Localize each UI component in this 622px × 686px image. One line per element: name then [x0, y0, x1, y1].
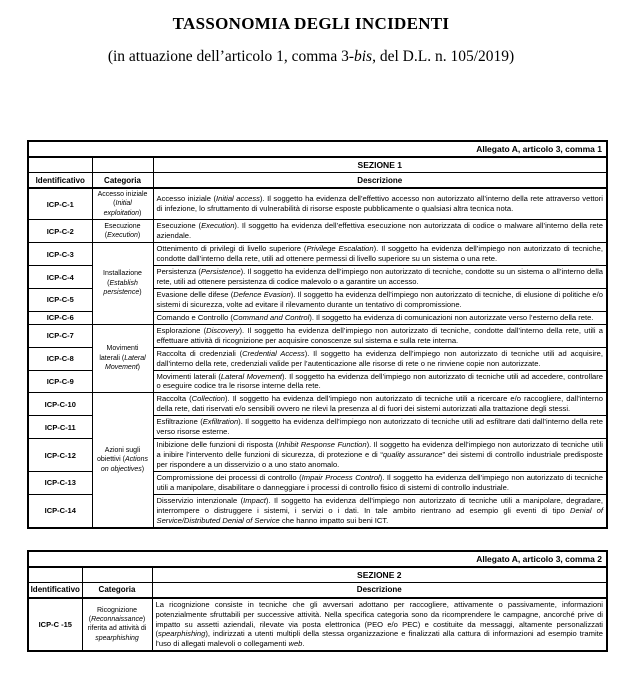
column-header-row	[28, 173, 607, 189]
column-header-id: Identificativo	[28, 173, 92, 189]
incident-id: ICP-C-10	[28, 393, 92, 416]
annex-label: Allegato A, articolo 3, comma 1	[28, 141, 607, 157]
incident-id: ICP-C-2	[28, 220, 92, 243]
incident-id: ICP-C-13	[28, 471, 92, 494]
table-row	[28, 598, 607, 652]
incident-id: ICP-C-6	[28, 311, 92, 324]
incident-id: ICP-C-1	[28, 188, 92, 220]
column-header-description: Descrizione	[153, 173, 607, 189]
description-cell: Ottenimento di privilegi di livello superiore (Privilege Escalation). Il soggetto ha evidenza dell’impiego non autorizzato di tecniche, condotte dall’interno della rete, utili ad ottenere permessi di livello superiore su un sistema o una rete.	[153, 243, 607, 266]
description-cell: La ricognizione consiste in tecniche che gli avversari adottano per raccogliere, attivamente o passivamente, informazioni potenzialmente sfruttabili per successive attività. Nella specifica categoria sono da ricomprendere le campagne, ancorché prive di impatto su assetti aziendali, rilevate via posta elettronica (PEO e/o PEC) e costituite da messaggi, altamente personalizzati (spearphishing), indirizzati a utenti multipli della stessa organizzazione e finalizzati alla cattura di informazioni ad esempio tramite l’uso di allegati malevoli o collegamenti web.	[152, 598, 607, 652]
column-header-description: Descrizione	[152, 582, 607, 598]
column-header-id: Identificativo	[28, 582, 82, 598]
section-row	[28, 567, 607, 583]
description-cell: Persistenza (Persistence). Il soggetto ha evidenza dell’impiego non autorizzato di tecniche, condotte su un sistema o all’interno della rete, utili ad ottenere persistenza di codice malevolo o a garantire un accesso.	[153, 266, 607, 289]
description-cell: Raccolta di credenziali (Credential Access). Il soggetto ha evidenza dell’impiego non autorizzato di tecniche utili ad acquisire, dall’interno della rete, credenziali valide per l’autenticazione alle risorse di rete o ne rinviene copie non autorizzate.	[153, 347, 607, 370]
category-cell: Accesso iniziale (Initial exploitation)	[92, 188, 153, 220]
category-cell: Movimenti laterali (Lateral Movement)	[92, 324, 153, 393]
taxonomy-table-section-1	[27, 140, 608, 529]
description-cell: Disservizio intenzionale (Impact). Il soggetto ha evidenza dell’impiego non autorizzato di tecniche utili a manipolare, degradare, interrompere o distruggere i sistemi, i servizi o i dati. In tale ambito rientrano ad esempio gli eventi di tipo Denial of Service/Distributed Denial of Service che hanno impatto sui beni ICT.	[153, 494, 607, 527]
section-label: SEZIONE 2	[152, 567, 607, 583]
table-row	[28, 243, 607, 266]
description-cell: Esecuzione (Execution). Il soggetto ha evidenza dell’effettiva esecuzione non autorizzata di codice o malware all’interno della rete aziendale.	[153, 220, 607, 243]
empty-cell	[28, 157, 92, 173]
table-row	[28, 393, 607, 416]
incident-id: ICP-C-12	[28, 439, 92, 472]
category-cell: Azioni sugli obiettivi (Actions on objectives)	[92, 393, 153, 528]
description-cell: Compromissione dei processi di controllo (Impair Process Control). Il soggetto ha evidenza dell’impiego non autorizzato di tecniche utili a manipolare, disabilitare o danneggiare i processi di controllo fisico di sistemi di controllo industriale.	[153, 471, 607, 494]
page-subtitle: (in attuazione dell’articolo 1, comma 3-bis, del D.L. n. 105/2019)	[107, 48, 515, 65]
table-row	[28, 220, 607, 243]
description-cell: Evasione delle difese (Defence Evasion). Il soggetto ha evidenza dell’impiego non autorizzato di tecniche, di elusione di politiche e/o sistemi di sicurezza, volte ad evitare il rilevamento durante un tentativo di compromissione.	[153, 288, 607, 311]
description-cell: Movimenti laterali (Lateral Movement). Il soggetto ha evidenza dell’impiego non autorizzato di tecniche utili ad accedere, controllare o eseguire codice tra le risorse interne della rete.	[153, 370, 607, 393]
empty-cell	[82, 567, 152, 583]
incident-id: ICP-C -15	[28, 598, 82, 652]
empty-cell	[28, 567, 82, 583]
incident-id: ICP-C-5	[28, 288, 92, 311]
page-title: TASSONOMIA DEGLI INCIDENTI	[172, 14, 450, 33]
annex-row	[28, 141, 607, 157]
incident-id: ICP-C-3	[28, 243, 92, 266]
column-header-category: Categoria	[82, 582, 152, 598]
empty-cell	[92, 157, 153, 173]
category-cell: Ricognizione (Reconnaissance) riferita ad attività di spearphishing	[82, 598, 152, 652]
incident-id: ICP-C-9	[28, 370, 92, 393]
description-cell: Accesso iniziale (Initial access). Il soggetto ha evidenza dell’effettivo accesso non autorizzato all’interno della rete attraverso vettori di infezione, lo sfruttamento di vulnerabilità di risorse esposte pubblicamente o qualsiasi altra tecnica nota.	[153, 188, 607, 220]
description-cell: Esplorazione (Discovery). Il soggetto ha evidenza dell’impiego non autorizzato di tecniche, condotte dall’interno della rete, utili a effettuare attività di ricognizione per acquisire conoscenze sul sistema e sulla rete interna.	[153, 324, 607, 347]
description-cell: Comando e Controllo (Command and Control). Il soggetto ha evidenza di comunicazioni non autorizzate verso l’esterno della rete.	[153, 311, 607, 324]
incident-id: ICP-C-8	[28, 347, 92, 370]
annex-label: Allegato A, articolo 3, comma 2	[28, 551, 607, 567]
column-header-category: Categoria	[92, 173, 153, 189]
table-row	[28, 324, 607, 347]
table-row	[28, 188, 607, 220]
category-cell: Esecuzione (Execution)	[92, 220, 153, 243]
incident-id: ICP-C-14	[28, 494, 92, 527]
section-row	[28, 157, 607, 173]
description-cell: Esfiltrazione (Exfiltration). Il soggetto ha evidenza dell’impiego non autorizzato di tecniche utili ad esfiltrare dati dall’interno della rete verso risorse esterne.	[153, 416, 607, 439]
incident-id: ICP-C-7	[28, 324, 92, 347]
annex-row	[28, 551, 607, 567]
taxonomy-table-section-2	[27, 550, 608, 653]
description-cell: Inibizione delle funzioni di risposta (Inhibit Response Function). Il soggetto ha evidenza dell’impiego non autorizzato di tecniche utili a inibire l’intervento delle funzioni di sicurezza, di protezione e di “quality assurance” dei sistemi di controllo industriale predisposte per rispondere a un disservizio o a uno stato anomalo.	[153, 439, 607, 472]
column-header-row	[28, 582, 607, 598]
incident-id: ICP-C-4	[28, 266, 92, 289]
category-cell: Installazione (Establish persistence)	[92, 243, 153, 325]
description-cell: Raccolta (Collection). Il soggetto ha evidenza dell’impiego non autorizzato di tecniche utili a ricercare e/o raccogliere, dall’interno della rete, dati riservati e/o sensibili ovvero ne rilevi la presenza al di fuori dei sistemi autorizzati alla trattazione degli stessi.	[153, 393, 607, 416]
incident-id: ICP-C-11	[28, 416, 92, 439]
section-label: SEZIONE 1	[153, 157, 607, 173]
